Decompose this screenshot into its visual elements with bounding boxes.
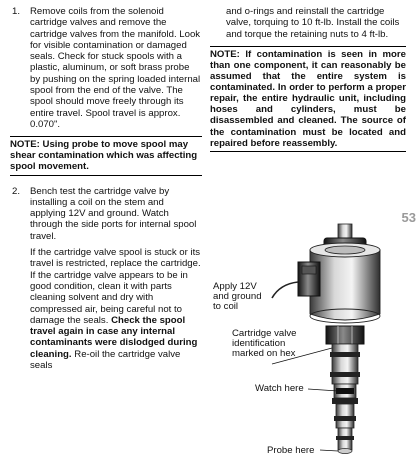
note-contamination: NOTE: If contamination is seen in more than one component, it can reasonably be assumed that the entire system is contaminated. In order to perform a proper repair, the entire hydraulic unit, including hoses and cylinders, must be disassembled and cleaned. The source of the contamination must be located and repaired before reassembly. (210, 46, 406, 152)
page-number: 53 (401, 210, 416, 225)
label-cartridge-id: Cartridge valve identification marked on hex (232, 328, 297, 359)
label-watch-here: Watch here (255, 383, 304, 394)
step-2-para-2-end: Re-oil the cartridge valve seals (30, 348, 181, 371)
note-probe-warning: NOTE: Using probe to move spool may shear contamination which was affecting spool movement. (10, 136, 202, 175)
left-column (10, 6, 202, 371)
step-1-text: Remove coils from the solenoid cartridge valves and remove the cartridge valves from the manifold. Look for visible contamination or damaged seals. Check for stuck spools with a plastic, aluminum, or soft brass probe by pushing on the spring loaded internal spool from the end of the valve. The spool should move freely through its entire travel. Spool travel is approx. 0.070". (30, 6, 201, 130)
step-1-continued: and o-rings and reinstall the cartridge valve, torquing to 10 ft-lb. Install the coils and torque the retaining nuts to 4 ft-lb. (226, 6, 400, 40)
step-2 (10, 186, 202, 372)
step-1 (10, 6, 202, 130)
step-2-number: 2. (12, 185, 21, 197)
label-apply-12v: Apply 12V and ground to coil (213, 281, 262, 312)
label-probe-here: Probe here (267, 445, 315, 456)
cartridge-valve-illustration (210, 222, 406, 465)
step-1-number: 1. (12, 6, 21, 17)
step-2-para-2-plain: If the cartridge valve spool is stuck or its travel is restricted, replace the cartridge. If the cartridge valve appears to be in good condition, clean it with parts cleaning solvent and dry with compressed air, being careful not to damage the seals. (30, 247, 201, 326)
step-2-para-1: Bench test the cartridge valve by installing a coil on the stem and applying 12V and ground. Watch through the side ports for internal spool travel. (30, 185, 197, 242)
step-2-para-2-bold: Check the spool travel again in case any internal contaminants were dislodged during cleaning. (30, 314, 198, 360)
step-2-para-2 (30, 247, 202, 371)
right-column (210, 6, 406, 152)
